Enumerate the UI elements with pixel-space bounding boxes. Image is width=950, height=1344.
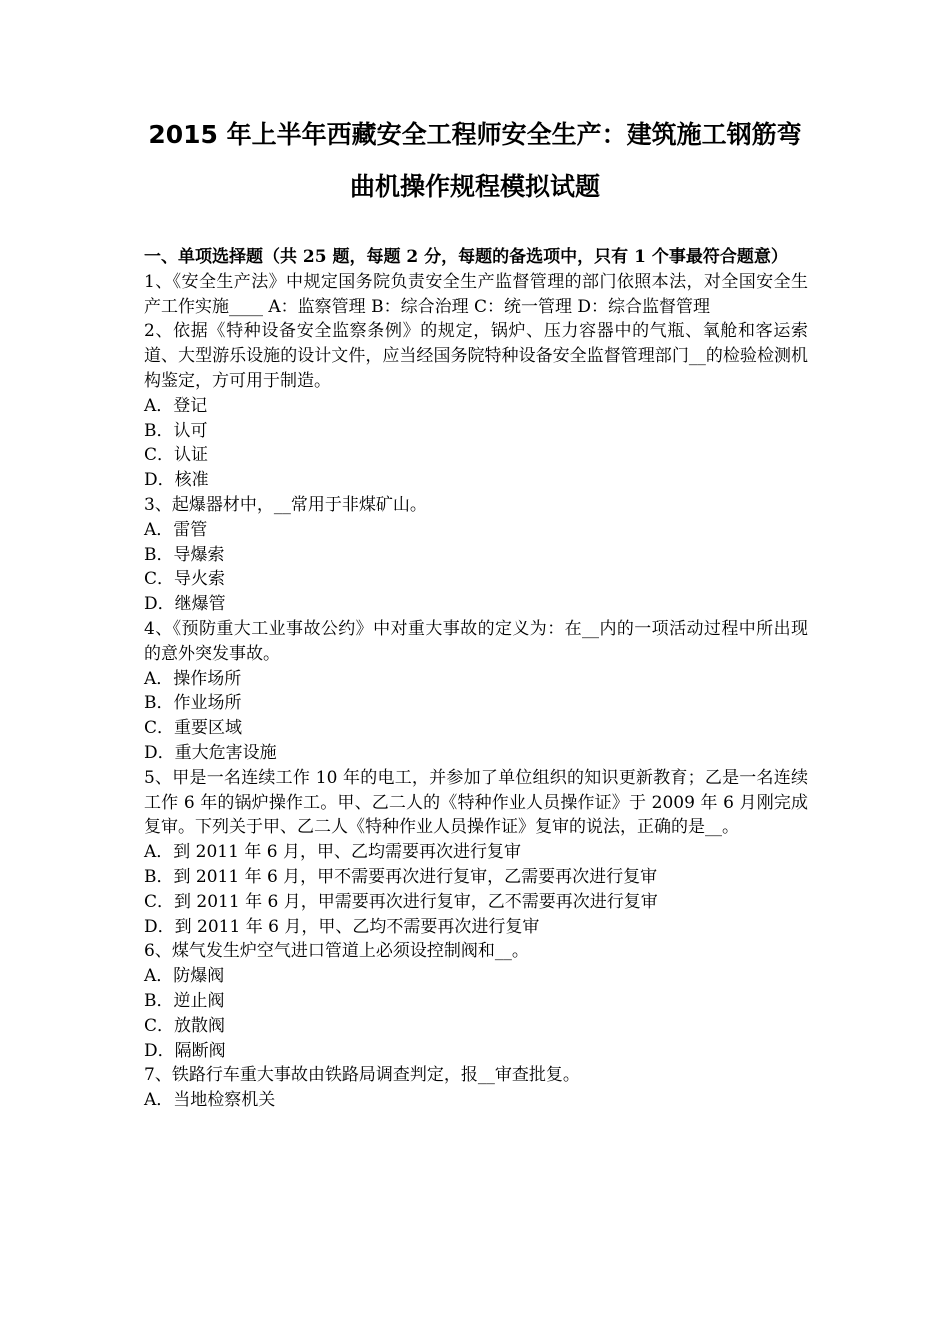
question-text: 1、《安全生产法》中规定国务院负责安全生产监督管理的部门依照本法，对全国安全生产工作实施____ A：监察管理 B：综合治理 C：统一管理 D：综合监督管理: [144, 271, 808, 317]
option-d: D．隔断阀: [144, 1040, 226, 1061]
option-a: A．操作场所: [144, 668, 242, 689]
question-5: [144, 766, 808, 940]
question-text: 3、起爆器材中，__常用于非煤矿山。: [144, 494, 427, 515]
question-7: [144, 1063, 808, 1113]
document-body: [144, 245, 808, 1113]
option-b: B．逆止阀: [144, 990, 225, 1011]
option-d: D．继爆管: [144, 594, 226, 615]
question-text: 2、依据《特种设备安全监察条例》的规定，锅炉、压力容器中的气瓶、氧舱和客运索道、大型游乐设施的设计文件，应当经国务院特种设备安全监督管理部门__的检验检测机构鉴定，方可用于制造。: [144, 321, 808, 391]
option-d: D．重大危害设施: [144, 742, 277, 763]
question-text: 5、甲是一名连续工作 10 年的电工，并参加了单位组织的知识更新教育；乙是一名连续工作 6 年的锅炉操作工。甲、乙二人的《特种作业人员操作证》于 2009 年 6 月刚完成复审。下列关于甲、乙二人《特种作业人员操作证》复审的说法，正确的是__。: [144, 767, 808, 838]
option-a: A．当地检察机关: [144, 1090, 276, 1111]
option-b: B．到 2011 年 6 月，甲不需要再次进行复审，乙需要再次进行复审: [144, 866, 658, 887]
option-a: A．防爆阀: [144, 966, 225, 987]
option-c: C．放散阀: [144, 1015, 226, 1036]
option-d: D．核准: [144, 470, 209, 491]
question-6: [144, 939, 808, 1063]
question-4: [144, 617, 808, 766]
document-title-line-2: 曲机操作规程模拟试题: [349, 172, 600, 201]
option-c: C．认证: [144, 445, 209, 466]
question-text: 7、铁路行车重大事故由铁路局调查判定，报__审查批复。: [144, 1065, 580, 1086]
question-1: [144, 270, 808, 320]
question-text: 6、煤气发生炉空气进口管道上必须设控制阀和__。: [144, 941, 529, 962]
option-b: B．认可: [144, 420, 208, 441]
section-heading: 一、单项选择题（共 25 题，每题 2 分，每题的备选项中，只有 1 个事最符合题意）: [144, 247, 788, 267]
document-title-line-1: 2015 年上半年西藏安全工程师安全生产：建筑施工钢筋弯: [148, 120, 802, 149]
option-c: C．重要区域: [144, 718, 243, 739]
question-text: 4、《预防重大工业事故公约》中对重大事故的定义为：在__内的一项活动过程中所出现的意外突发事故。: [144, 618, 808, 664]
option-b: B．导爆索: [144, 544, 225, 565]
option-a: A．登记: [144, 395, 208, 416]
option-b: B．作业场所: [144, 693, 242, 714]
question-2: [144, 319, 808, 493]
option-d: D．到 2011 年 6 月，甲、乙均不需要再次进行复审: [144, 916, 540, 937]
option-a: A．到 2011 年 6 月，甲、乙均需要再次进行复审: [144, 842, 521, 863]
option-a: A．雷管: [144, 519, 208, 540]
option-c: C．导火索: [144, 569, 226, 590]
option-c: C．到 2011 年 6 月，甲需要再次进行复审，乙不需要再次进行复审: [144, 891, 658, 912]
question-3: [144, 493, 808, 617]
